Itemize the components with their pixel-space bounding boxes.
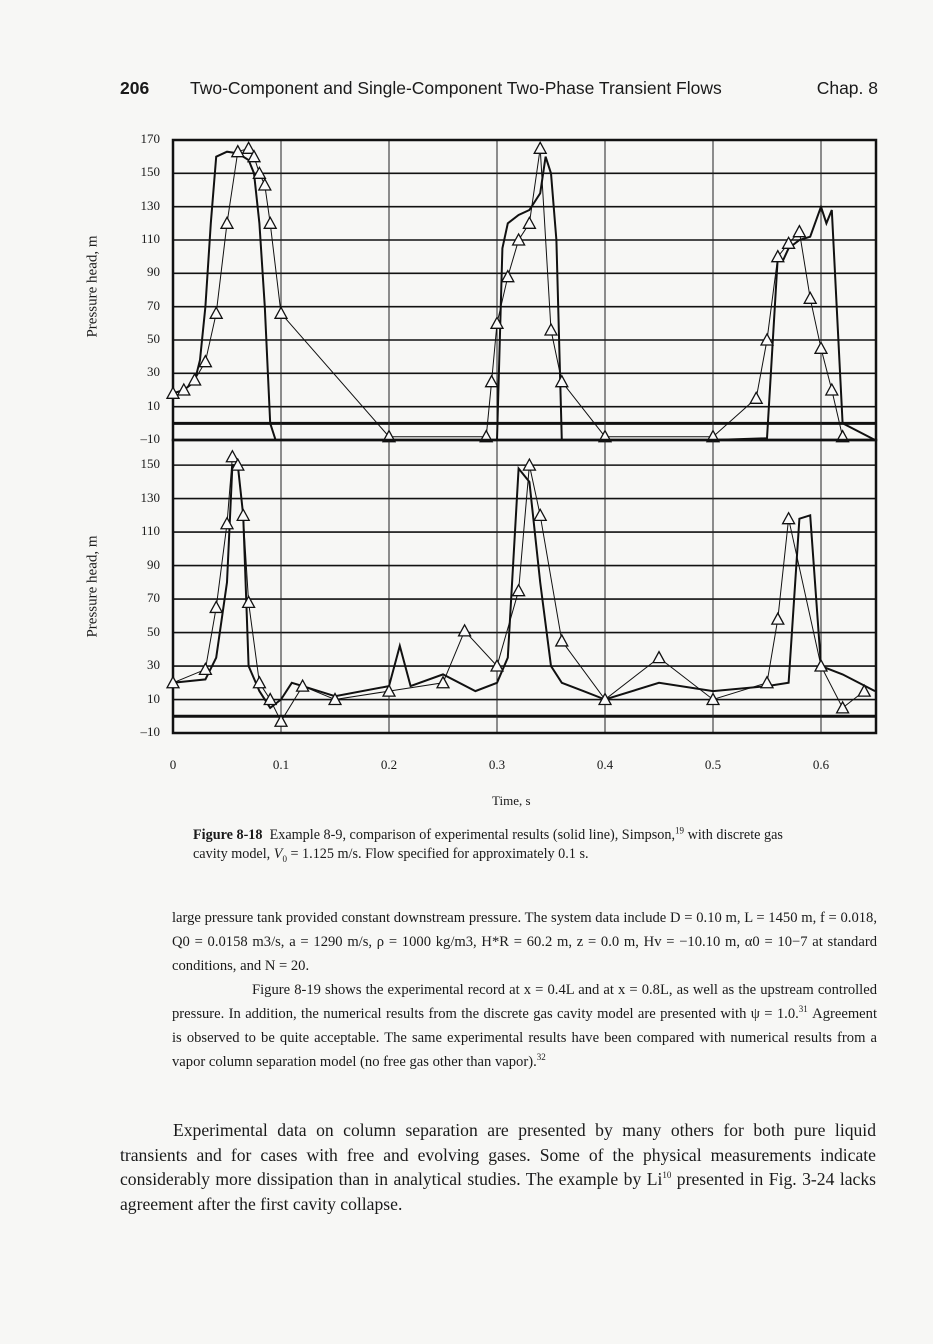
x-tick-label: 0: [169, 757, 177, 772]
triangle-marker-icon: [761, 677, 773, 688]
triangle-marker-icon: [804, 292, 816, 303]
triangle-marker-icon: [243, 596, 255, 607]
triangle-marker-icon: [232, 146, 244, 157]
triangle-marker-icon: [210, 307, 222, 318]
figure-caption: Figure 8-18 Example 8-9, comparison of experimental results (solid line), Simpson,$^{19}$ with discrete gas cavity model, $V_0 = 1.125$ m/s. Flow specified for approximately 0.1 s.: [193, 825, 783, 864]
triangle-marker-icon: [275, 307, 287, 318]
x-axis-label: Time, s: [492, 793, 531, 808]
triangle-marker-icon: [259, 179, 271, 190]
triangle-marker-icon: [545, 324, 557, 335]
y-tick-label: 30: [147, 657, 160, 673]
triangle-marker-icon: [826, 384, 838, 395]
y-tick-label: 50: [147, 623, 160, 639]
triangle-marker-icon: [523, 217, 535, 228]
triangle-marker-icon: [815, 342, 827, 353]
y-tick-label: 50: [147, 331, 160, 346]
triangle-marker-icon: [534, 142, 546, 153]
x-tick-label: 0.1: [272, 757, 290, 772]
bottom-panel: [167, 440, 876, 733]
y-tick-label: 110: [140, 523, 160, 539]
x-tick-label: 0.4: [596, 757, 614, 772]
y-tick-label: 130: [140, 489, 160, 505]
caption-label: Figure 8-18: [193, 827, 263, 843]
triangle-marker-icon: [837, 702, 849, 713]
model-triangle-markers: [167, 451, 870, 727]
triangle-marker-icon: [459, 625, 471, 636]
y-tick-label: 130: [140, 197, 160, 213]
triangle-marker-icon: [783, 513, 795, 524]
chapter-label: Chap. 8: [816, 78, 878, 98]
y-tick-label: 10: [147, 690, 160, 706]
y-tick-label: 90: [147, 556, 160, 572]
paragraph-experimental-data: Experimental data on column separation are presented by many others for both pure liquid transients and for cases with free and evolving gases. Some of the physical measurements indicate considerably more dissipation than in analytical studies. The example by Li$^{10}$ presented in Fig. 3-24 lacks agreement after the first cavity collapse.: [120, 1120, 876, 1214]
page-number: 206: [120, 78, 150, 98]
panel-frame: [173, 440, 876, 733]
triangle-marker-icon: [221, 217, 233, 228]
experimental-line: [173, 152, 875, 440]
y-tick-label: 90: [147, 264, 160, 280]
paragraph-figure-8-19: Figure 8-19 shows the experimental record at x = 0.4L and at x = 0.8L, as well as the upstream controlled pressure. In addition, the numerical results from the discrete gas cavity model are presented with ψ = 1.0.31 Agreement is observed to be quite acceptable. The same experimental results have been compared with numerical results from a vapor column separation model (no free gas other than vapor).$^{32}$: [172, 982, 877, 1070]
top-panel-ylabel: Pressure head, m: [84, 235, 101, 338]
triangle-marker-icon: [556, 635, 568, 646]
triangle-marker-icon: [210, 601, 222, 612]
x-tick-label: 0.3: [488, 757, 506, 772]
triangle-marker-icon: [513, 585, 525, 596]
y-tick-label: –10: [140, 724, 160, 739]
y-tick-label: 70: [147, 297, 160, 313]
triangle-marker-icon: [189, 374, 201, 385]
y-tick-label: 70: [147, 590, 160, 606]
running-title: Two-Component and Single-Component Two-Phase Transient Flows: [190, 78, 722, 98]
body-text-small: [172, 906, 877, 1074]
x-tick-label: 0.5: [704, 757, 722, 772]
triangle-marker-icon: [534, 509, 546, 520]
y-tick-label: 150: [140, 456, 160, 472]
body-text-main: [120, 1118, 876, 1216]
triangle-marker-icon: [264, 217, 276, 228]
triangle-marker-icon: [793, 226, 805, 237]
y-tick-label: 170: [140, 131, 160, 146]
triangle-marker-icon: [750, 392, 762, 403]
triangle-marker-icon: [772, 251, 784, 262]
y-tick-label: –10: [140, 431, 160, 446]
triangle-marker-icon: [437, 677, 449, 688]
x-tick-label: 0.2: [380, 757, 398, 772]
bottom-panel-ylabel: Pressure head, m: [84, 535, 101, 638]
y-tick-label: 150: [140, 164, 160, 180]
x-tick-label: 0.6: [812, 757, 830, 772]
triangle-marker-icon: [237, 509, 249, 520]
top-panel: [167, 140, 876, 442]
triangle-marker-icon: [653, 652, 665, 663]
y-tick-label: 110: [140, 231, 160, 246]
triangle-marker-icon: [556, 376, 568, 387]
y-tick-label: 30: [147, 364, 160, 380]
triangle-marker-icon: [772, 613, 784, 624]
triangle-marker-icon: [221, 518, 233, 529]
y-tick-label: 10: [147, 397, 160, 413]
triangle-marker-icon: [486, 376, 498, 387]
triangle-marker-icon: [502, 271, 514, 282]
paragraph-system-data: large pressure tank provided constant downstream pressure. The system data include D = 0.10 m, L = 1450 m, f = 0.018, Q0 = 0.0158 m3/s, a = 1290 m/s, ρ = 1000 kg/m3, H*R = 60.2 m, z = 0.0 m, Hv = −10.10 m, α0 = 10−7 at standard conditions, and N = 20.: [172, 910, 877, 974]
experimental-line: [173, 465, 875, 708]
